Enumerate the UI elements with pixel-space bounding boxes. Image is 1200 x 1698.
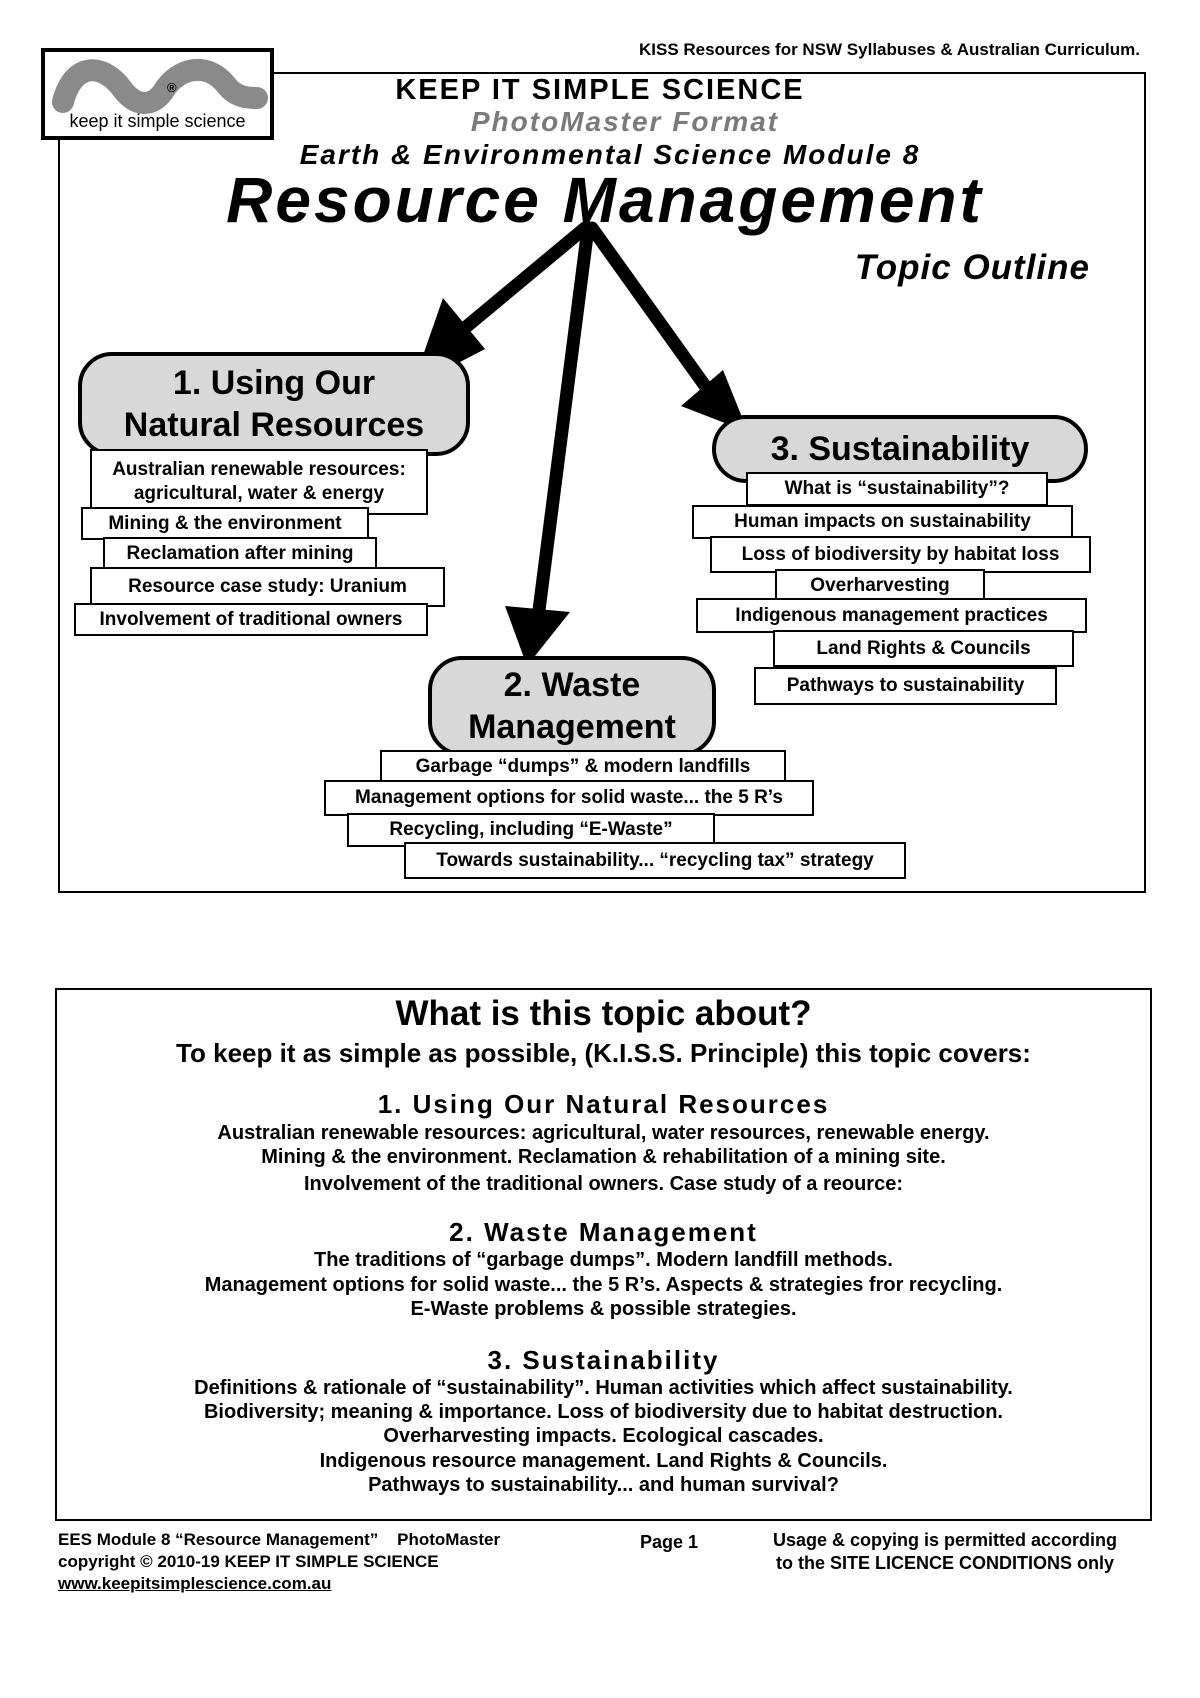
registered-mark: ® <box>167 80 177 95</box>
module-title: Earth & Environmental Science Module 8 <box>299 139 921 170</box>
about-line: Overharvesting impacts. Ecological cascades. <box>383 1425 824 1447</box>
footer-format: PhotoMaster <box>397 1530 501 1549</box>
topic-outline-title: Topic Outline <box>854 248 1090 287</box>
about-line: Management options for solid waste... the 5 R’s. Aspects & strategies fror recycling. <box>204 1274 1003 1296</box>
topic1-label-line2: Natural Resources <box>123 406 425 444</box>
about-line: Indigenous resource management. Land Rights & Councils. <box>319 1450 888 1472</box>
footer-module-line: EES Module 8 “Resource Management” <box>58 1530 379 1549</box>
topic2-label-line2: Management <box>468 708 676 746</box>
topic1-item: Mining & the environment <box>81 507 369 540</box>
topic3-item: Pathways to sustainability <box>754 667 1057 705</box>
about-section-title: 1. Using Our Natural Resources <box>377 1089 830 1119</box>
about-line: Biodiversity; meaning & importance. Loss of biodiversity due to habitat destruction. <box>203 1401 1003 1423</box>
topic2-item: Towards sustainability... “recycling tax” strategy <box>404 842 906 879</box>
topic1-item: Involvement of traditional owners <box>74 603 428 636</box>
topic1-bubble <box>78 352 470 456</box>
format-title: PhotoMaster Format <box>470 106 780 137</box>
topic3-item: Overharvesting <box>775 569 985 602</box>
about-line: Definitions & rationale of “sustainability”. Human activities which affect sustainability. <box>194 1377 1013 1399</box>
about-line: Pathways to sustainability... and human survival? <box>368 1474 839 1496</box>
topic1-item: Reclamation after mining <box>103 537 377 571</box>
arrow-to-topic3 <box>592 228 708 390</box>
about-line: Australian renewable resources: agricultural, water resources, renewable energy. <box>217 1122 990 1144</box>
topic3-item: Loss of biodiversity by habitat loss <box>710 536 1091 573</box>
topic3-item: Human impacts on sustainability <box>692 505 1073 539</box>
about-intro: To keep it as simple as possible, (K.I.S.S. Principle) this topic covers: <box>176 1038 1031 1068</box>
about-line: The traditions of “garbage dumps”. Modern landfill methods. <box>314 1249 893 1271</box>
topic1-item <box>90 449 428 515</box>
page-title: Resource Management <box>226 164 984 236</box>
resources-header: KISS Resources for NSW Syllabuses & Australian Curriculum. <box>638 40 1140 59</box>
usage-line2: to the SITE LICENCE CONDITIONS only <box>775 1553 1114 1573</box>
about-section-title: 3. Sustainability <box>487 1345 720 1375</box>
footer-website-link[interactable]: www.keepitsimplescience.com.au <box>58 1574 332 1593</box>
topic1-item: Resource case study: Uranium <box>90 567 445 607</box>
about-line: Mining & the environment. Reclamation & rehabilitation of a mining site. <box>261 1146 946 1168</box>
topic2-bubble <box>428 656 716 756</box>
arrow-to-topic1 <box>460 228 585 332</box>
topic2-item: Garbage “dumps” & modern landfills <box>380 750 786 783</box>
topic3-item: What is “sustainability”? <box>746 472 1048 506</box>
topic3-item: Indigenous management practices <box>696 598 1087 633</box>
about-line: E-Waste problems & possible strategies. <box>410 1298 797 1320</box>
topic1-label-line1: 1. Using Our <box>172 363 376 402</box>
topic3-bubble: 3. Sustainability <box>712 415 1088 483</box>
topic1-item-text: Australian renewable resources: <box>112 459 406 481</box>
topic2-item: Management options for solid waste... the 5 R’s <box>324 780 814 816</box>
footer-module <box>58 1530 500 1550</box>
about-section-title: 2. Waste Management <box>449 1217 758 1247</box>
brand-title: KEEP IT SIMPLE SCIENCE <box>395 74 805 106</box>
usage-line1: Usage & copying is permitted according <box>772 1530 1118 1550</box>
logo-text: keep it simple science <box>69 111 246 131</box>
topic1-item-text: agricultural, water & energy <box>133 483 385 504</box>
about-heading: What is this topic about? <box>395 994 812 1033</box>
footer-copyright: copyright © 2010-19 KEEP IT SIMPLE SCIENCE <box>58 1552 439 1571</box>
topic3-item: Land Rights & Councils <box>773 630 1074 667</box>
about-line: Involvement of the traditional owners. Case study of a reource: <box>303 1173 903 1195</box>
page-number: Page 1 <box>640 1532 699 1552</box>
topic2-item: Recycling, including “E-Waste” <box>347 813 715 847</box>
topic2-label-line1: 2. Waste <box>503 665 641 704</box>
arrow-to-topic2 <box>538 228 588 618</box>
